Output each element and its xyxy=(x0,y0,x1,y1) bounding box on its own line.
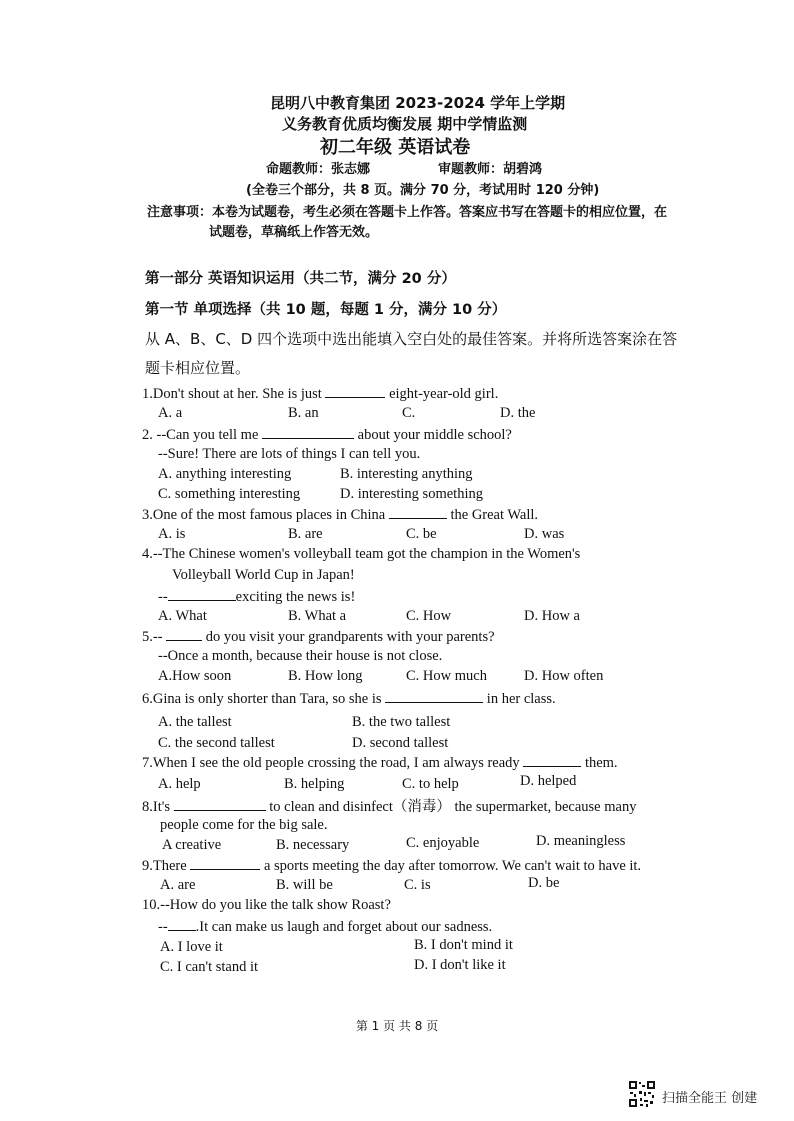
question-3 xyxy=(142,506,538,524)
option-b: B. helping xyxy=(284,776,345,792)
question-text: about your middle school? xyxy=(357,427,512,443)
answer-blank xyxy=(385,690,483,703)
question-10: 10.--How do you like the talk show Roast? xyxy=(142,897,391,913)
question-text: 8.It's xyxy=(142,799,170,815)
question-4-cont: Volleyball World Cup in Japan! xyxy=(172,567,355,583)
option-c: C. something interesting xyxy=(158,486,301,502)
answer-blank xyxy=(174,798,266,811)
question-1 xyxy=(142,385,498,403)
question-text: a sports meeting the day after tomorrow. We can't wait to have it. xyxy=(263,858,642,874)
option-b: B. What a xyxy=(288,608,347,624)
question-text: 6.Gina is only shorter than Tara, so she is xyxy=(142,691,382,707)
option-c: C. How much xyxy=(406,668,487,684)
author-label: 命题教师：张志娜 xyxy=(266,162,371,177)
option-c: C. be xyxy=(406,526,437,542)
question-5 xyxy=(142,628,495,646)
question-8 xyxy=(142,795,636,816)
question-text: 9.There xyxy=(142,858,187,874)
question-8-cont: people come for the big sale. xyxy=(160,817,328,833)
option-d: D. be xyxy=(528,875,560,891)
qr-code-icon xyxy=(628,1080,656,1108)
question-2-reply: --Sure! There are lots of things I can tell you. xyxy=(158,446,421,462)
option-d: D. How a xyxy=(524,608,580,624)
option-d: D. How often xyxy=(524,668,604,684)
option-d: D. was xyxy=(524,526,565,542)
answer-blank xyxy=(262,426,354,439)
part-heading: 第一部分 英语知识运用（共二节，满分 20 分） xyxy=(145,271,456,287)
page-number: 第 1 页 共 8 页 xyxy=(355,1019,439,1033)
question-text: in her class. xyxy=(486,691,556,707)
scanner-watermark: 扫描全能王 创建 xyxy=(662,1091,758,1106)
question-2 xyxy=(142,426,512,444)
question-text: 1.Don't shout at her. She is just xyxy=(142,386,322,402)
question-9 xyxy=(142,857,641,875)
question-10-reply xyxy=(158,918,492,936)
notice-line2: 试题卷，草稿纸上作答无效。 xyxy=(209,225,379,240)
option-c: C. How xyxy=(406,608,452,624)
answer-blank xyxy=(389,506,447,519)
option-a: A. help xyxy=(158,776,201,792)
option-c: C. xyxy=(402,405,416,421)
question-text: exciting the news is! xyxy=(235,589,356,605)
section-heading: 第一节 单项选择（共 10 题，每题 1 分，满分 10 分） xyxy=(145,302,507,318)
answer-blank xyxy=(325,385,385,398)
option-a: A. a xyxy=(158,405,183,421)
question-5-reply: --Once a month, because their house is not close. xyxy=(158,648,443,664)
option-c: C. I can't stand it xyxy=(160,959,259,975)
option-c: C. is xyxy=(404,877,431,893)
question-text: eight-year-old girl. xyxy=(389,386,499,402)
answer-blank xyxy=(168,588,236,601)
answer-blank xyxy=(166,628,202,641)
instructions-line1: 从 A、B、C、D 四个选项中选出能填入空白处的最佳答案。并将所选答案涂在答 xyxy=(145,330,678,348)
option-d: D. helped xyxy=(520,773,577,789)
question-text: them. xyxy=(584,755,618,771)
option-b: B. interesting anything xyxy=(340,466,473,482)
question-text: -- xyxy=(158,589,168,605)
option-b: B. necessary xyxy=(276,837,350,853)
option-b: B. are xyxy=(288,526,323,542)
option-a: A. are xyxy=(160,877,196,893)
answer-blank xyxy=(190,857,260,870)
question-text: -- xyxy=(158,919,168,935)
question-4: 4.--The Chinese women's volleyball team got the champion in the Women's xyxy=(142,546,581,562)
question-7 xyxy=(142,754,618,772)
option-d: D. meaningless xyxy=(536,833,626,849)
option-b: B. the two tallest xyxy=(352,714,451,730)
option-b: B. I don't mind it xyxy=(414,937,513,953)
exam-header-line1: 昆明八中教育集团 2023-2024 学年上学期 xyxy=(270,94,566,112)
exam-title: 初二年级 英语试卷 xyxy=(320,137,471,158)
question-text: .It can make us laugh and forget about our sadness. xyxy=(195,919,493,935)
option-c: C. the second tallest xyxy=(158,735,275,751)
question-text: 3.One of the most famous places in China xyxy=(142,507,386,523)
option-a: A. the tallest xyxy=(158,714,232,730)
option-a: A. What xyxy=(158,608,207,624)
option-a: A creative xyxy=(162,837,222,853)
question-text: the Great Wall. xyxy=(450,507,539,523)
option-d: D. second tallest xyxy=(352,735,449,751)
question-6 xyxy=(142,690,556,708)
option-b: B. How long xyxy=(288,668,363,684)
reviewer-label: 审题教师：胡碧鸿 xyxy=(438,162,543,177)
answer-blank xyxy=(523,754,581,767)
question-text: 5.-- xyxy=(142,629,163,645)
option-c: C. enjoyable xyxy=(406,835,480,851)
answer-blank xyxy=(168,918,196,931)
option-a: A. anything interesting xyxy=(158,466,292,482)
exam-header-line2: 义务教育优质均衡发展 期中学情监测 xyxy=(282,115,528,133)
question-text: 2. --Can you tell me xyxy=(142,427,259,443)
question-text: to clean and disinfect（消毒） the supermarket, because many xyxy=(269,799,637,815)
instructions-line2: 题卡相应位置。 xyxy=(145,359,251,377)
option-a: A. is xyxy=(158,526,186,542)
option-a: A.How soon xyxy=(158,668,232,684)
question-4-reply xyxy=(158,588,355,606)
option-d: D. the xyxy=(500,405,536,421)
option-a: A. I love it xyxy=(160,939,223,955)
option-d: D. I don't like it xyxy=(414,957,506,973)
question-text: 7.When I see the old people crossing the road, I am always ready xyxy=(142,755,520,771)
question-text: do you visit your grandparents with your parents? xyxy=(205,629,495,645)
exam-info: (全卷三个部分，共 8 页。满分 70 分，考试用时 120 分钟) xyxy=(246,183,600,198)
option-c: C. to help xyxy=(402,776,459,792)
option-b: B. will be xyxy=(276,877,333,893)
option-b: B. an xyxy=(288,405,319,421)
option-d: D. interesting something xyxy=(340,486,483,502)
notice-line1: 注意事项：本卷为试题卷，考生必须在答题卡上作答。答案应书写在答题卡的相应位置，在 xyxy=(147,205,668,220)
